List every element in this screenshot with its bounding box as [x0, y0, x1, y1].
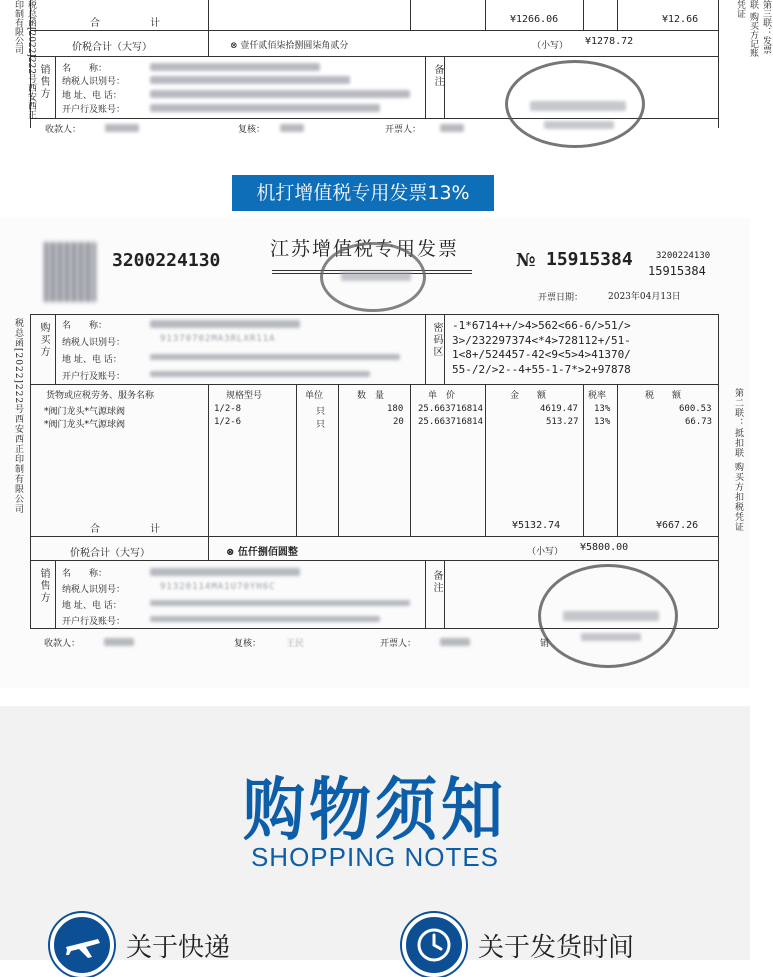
note-label-shipping: 关于快递: [126, 932, 231, 963]
cipher-line: 1<8+/524457-42<9<5>4>41370/: [452, 348, 631, 361]
redacted-seller-address: [150, 90, 410, 98]
item-qty: 180: [387, 404, 404, 414]
col-tax: 税 额: [645, 391, 682, 401]
top-seller-address-label: 地 址、电 话：: [62, 91, 122, 101]
buyer-taxid-blurred: 91370702MA3RLXR11A: [160, 334, 276, 344]
col-goods-name: 货物或应税劳务、服务名称: [46, 391, 155, 401]
amount-in-words: ⊗ 伍仟捌佰圆整: [226, 547, 298, 558]
item-price: 25.663716814: [418, 417, 484, 427]
item-amount: 513.27: [546, 417, 579, 427]
redacted-buyer-name: [150, 320, 300, 328]
col-quantity: 数 量: [357, 391, 385, 401]
col-unit: 单位: [305, 391, 324, 401]
seller-seal: [538, 564, 678, 668]
item-name: *阀门龙头*气源球阀: [44, 420, 126, 430]
top-seller-seal: [505, 60, 645, 148]
invoice-qr-code: [44, 242, 96, 302]
top-invoice-fragment: [0, 0, 771, 160]
supervision-seal: [320, 242, 426, 312]
seller-taxid-blurred: 91320114MA1U70YH6C: [160, 582, 276, 592]
item-tax: 66.73: [685, 417, 713, 427]
notes-title: 购物须知: [242, 769, 507, 851]
seller-name-label: 名 称：: [62, 569, 108, 579]
col-tax-rate: 税率: [588, 391, 607, 401]
seller-sign-label: 销: [540, 639, 550, 649]
amount-total: ¥5132.74: [512, 520, 561, 531]
redacted-payee: [104, 638, 134, 646]
col-unit-price: 单 价: [428, 391, 456, 401]
airplane-icon: [50, 913, 114, 977]
item-spec: 1/2-8: [214, 404, 242, 414]
note-item-delivery-time[interactable]: [402, 920, 634, 970]
redacted-seller-bank: [150, 616, 380, 622]
item-spec: 1/2-6: [214, 417, 242, 427]
right-copy-note: 第二联：抵扣联 购买方扣税凭证: [733, 388, 743, 532]
tax-total: ¥667.26: [656, 520, 699, 531]
buyer-bank-label: 开户行及账号：: [62, 372, 126, 382]
col-spec: 规格型号: [226, 391, 263, 401]
redacted-seller-bank: [150, 104, 380, 112]
redacted-payee: [105, 124, 139, 132]
top-price-tax-label: 价税合计（大写）: [72, 42, 152, 53]
redacted-seller-address: [150, 600, 410, 606]
shopping-notes-section: [0, 706, 750, 963]
cipher-line: -1*6714++/>4>562<66-6/>51/>: [452, 319, 631, 332]
invoice-title: 江苏增值税专用发票: [270, 238, 460, 260]
buyer-side-label: 购买方: [38, 322, 49, 358]
buyer-name-label: 名 称：: [62, 321, 108, 331]
seller-bank-label: 开户行及账号：: [62, 617, 126, 627]
invoice-corner-number: 15915384: [648, 264, 706, 278]
total-label: 合 计: [90, 524, 160, 535]
reviewer-value: 王民: [286, 639, 305, 649]
top-right-copy-note: 第三联：发票联 购买方记账凭证: [735, 0, 771, 57]
top-seller-bank-label: 开户行及账号：: [62, 105, 126, 115]
redacted-seller-name: [150, 568, 300, 576]
top-amount-total: ¥1266.06: [510, 14, 559, 25]
redacted-seller-taxid: [150, 76, 350, 84]
note-item-shipping[interactable]: [50, 920, 230, 970]
redacted-buyer-bank: [150, 371, 370, 377]
buyer-address-label: 地 址、电 话：: [62, 355, 122, 365]
top-seller-side-label: 销售方: [38, 64, 49, 100]
redacted-drawer: [440, 638, 470, 646]
table-row: [0, 402, 750, 415]
seller-address-label: 地 址、电 话：: [62, 601, 122, 611]
item-rate: 13%: [594, 417, 611, 427]
top-drawer-label: 开票人：: [385, 125, 422, 135]
notes-subtitle: SHOPPING NOTES: [250, 842, 500, 872]
buyer-taxid-label: 纳税人识别号：: [62, 338, 126, 348]
top-tax-total: ¥12.66: [662, 14, 699, 25]
top-total-label: 合 计: [90, 18, 160, 29]
top-remarks-label: 备注: [432, 64, 443, 88]
seller-side-label: 销售方: [38, 568, 49, 604]
small-amount-label: （小写）: [527, 547, 564, 557]
note-label-delivery-time: 关于发货时间: [478, 932, 635, 963]
top-reviewer-label: 复核：: [238, 125, 266, 135]
invoice-code: 3200224130: [112, 250, 221, 271]
drawer-label: 开票人：: [380, 639, 417, 649]
item-unit: 只: [316, 407, 326, 417]
issue-date-label: 开票日期：: [538, 293, 584, 303]
top-seller-taxid-label: 纳税人识别号：: [62, 77, 126, 87]
item-qty: 20: [393, 417, 404, 427]
remarks-label: 备注: [431, 570, 442, 594]
top-small-label: （小写）: [532, 41, 569, 51]
item-tax: 600.53: [679, 404, 712, 414]
top-seller-name-label: 名 称：: [62, 64, 108, 74]
clock-icon: [402, 913, 466, 977]
top-amount-in-words: ⊗ 壹仟贰佰柒拾捌圆柒角贰分: [230, 41, 349, 51]
col-amount: 金 额: [510, 391, 547, 401]
invoice-no-symbol: №: [516, 250, 536, 271]
issue-date: 2023年04月13日: [608, 292, 681, 302]
vat-invoice: [0, 218, 750, 688]
redacted-drawer: [440, 124, 464, 132]
top-small-amount: ¥1278.72: [585, 36, 634, 47]
item-name: *阀门龙头*气源球阀: [44, 407, 126, 417]
cipher-block: [452, 319, 631, 377]
top-left-printer-note: 税总函[2022]222号西安西正印制有限公司: [13, 0, 36, 120]
redacted-buyer-address: [150, 354, 400, 360]
item-rate: 13%: [594, 404, 611, 414]
invoice-corner-code: 3200224130: [656, 251, 711, 261]
redacted-seller-name: [150, 63, 320, 71]
small-amount: ¥5800.00: [580, 542, 629, 553]
payee-label: 收款人：: [44, 639, 81, 649]
redacted-reviewer: [280, 124, 304, 132]
invoice-number: 15915384: [546, 249, 633, 270]
cipher-line: 55-/2/>2--4+55-1-7*>2+97878: [452, 362, 631, 376]
reviewer-label: 复核：: [234, 639, 262, 649]
item-amount: 4619.47: [540, 404, 578, 414]
seller-taxid-label: 纳税人识别号：: [62, 585, 126, 595]
top-payee-label: 收款人：: [45, 125, 82, 135]
cipher-zone-label: 密码区: [431, 322, 442, 358]
left-printer-note: 税总函[2022]222号西安西正印制有限公司: [13, 318, 23, 515]
cipher-line: 3>/232297374<*4>728112+/51-: [452, 333, 631, 347]
item-price: 25.663716814: [418, 404, 484, 414]
invoice-caption-banner: 机打增值税专用发票13%: [232, 175, 494, 211]
item-unit: 只: [316, 420, 326, 430]
table-row: [0, 415, 750, 428]
price-tax-label: 价税合计（大写）: [70, 548, 150, 559]
